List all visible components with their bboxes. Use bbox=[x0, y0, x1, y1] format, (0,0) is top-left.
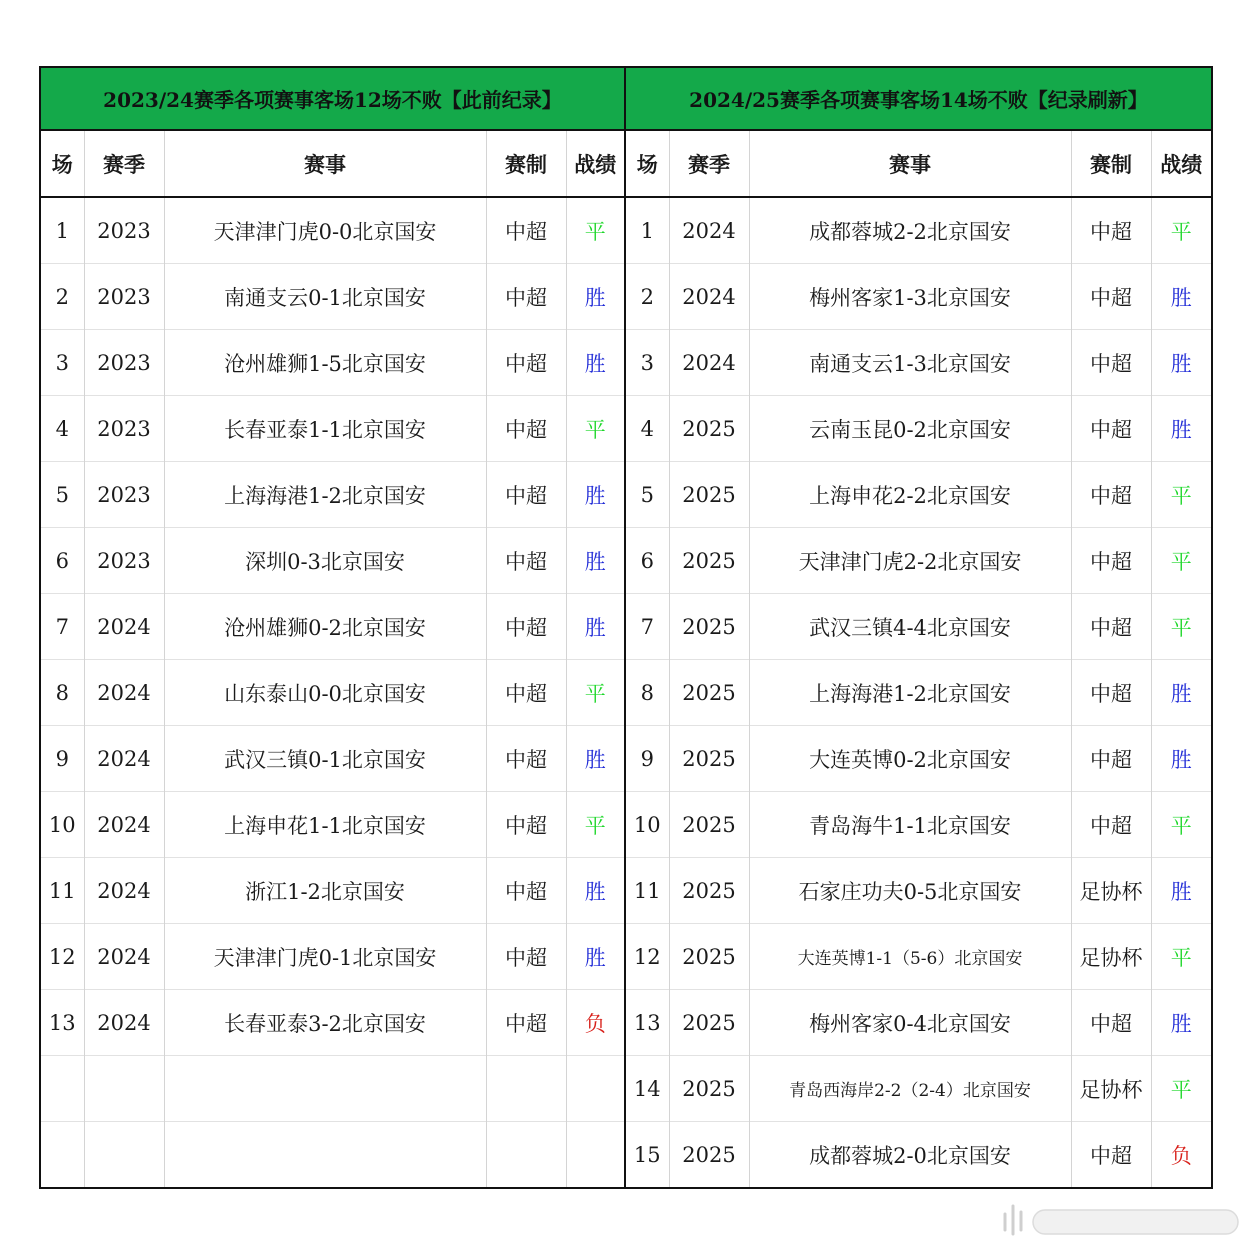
row-number: 9 bbox=[626, 726, 669, 792]
row-match: 上海海港1-2北京国安 bbox=[164, 462, 486, 528]
row-competition: 中超 bbox=[486, 396, 566, 462]
row-result: 胜 bbox=[1151, 264, 1211, 330]
table-row bbox=[626, 1122, 1211, 1188]
row-season: 2025 bbox=[669, 990, 749, 1056]
row-number bbox=[41, 1122, 84, 1188]
new-record-title: 2024/25赛季各项赛事客场14场不败【纪录刷新】 bbox=[626, 68, 1211, 131]
row-number: 7 bbox=[41, 594, 84, 660]
row-match: 武汉三镇0-1北京国安 bbox=[164, 726, 486, 792]
row-competition: 中超 bbox=[1071, 726, 1151, 792]
row-number: 5 bbox=[626, 462, 669, 528]
row-competition: 中超 bbox=[1071, 396, 1151, 462]
previous-record-title: 2023/24赛季各项赛事客场12场不败【此前纪录】 bbox=[41, 68, 624, 131]
row-season: 2025 bbox=[669, 792, 749, 858]
row-match: 南通支云0-1北京国安 bbox=[164, 264, 486, 330]
row-number: 3 bbox=[41, 330, 84, 396]
row-competition: 中超 bbox=[486, 197, 566, 264]
row-number: 9 bbox=[41, 726, 84, 792]
row-number bbox=[41, 1056, 84, 1122]
row-result: 胜 bbox=[566, 858, 624, 924]
row-result: 平 bbox=[566, 660, 624, 726]
row-result: 胜 bbox=[1151, 990, 1211, 1056]
row-number: 13 bbox=[41, 990, 84, 1056]
row-match: 天津津门虎2-2北京国安 bbox=[749, 528, 1071, 594]
row-number: 12 bbox=[626, 924, 669, 990]
row-match: 青岛西海岸2-2（2-4）北京国安 bbox=[749, 1056, 1071, 1122]
row-number: 15 bbox=[626, 1122, 669, 1188]
row-match bbox=[164, 1122, 486, 1188]
previous-record-panel bbox=[41, 68, 626, 1187]
row-result: 胜 bbox=[566, 726, 624, 792]
table-row bbox=[626, 858, 1211, 924]
row-competition: 中超 bbox=[1071, 197, 1151, 264]
header-competition: 赛制 bbox=[1071, 131, 1151, 197]
row-season: 2024 bbox=[84, 924, 164, 990]
row-match: 长春亚泰1-1北京国安 bbox=[164, 396, 486, 462]
row-season: 2025 bbox=[669, 924, 749, 990]
new-record-panel bbox=[626, 68, 1211, 1187]
row-number: 3 bbox=[626, 330, 669, 396]
row-result: 负 bbox=[1151, 1122, 1211, 1188]
row-season bbox=[84, 1122, 164, 1188]
row-competition: 足协杯 bbox=[1071, 1056, 1151, 1122]
row-season: 2023 bbox=[84, 396, 164, 462]
row-result: 平 bbox=[1151, 792, 1211, 858]
row-result: 平 bbox=[1151, 594, 1211, 660]
row-number: 4 bbox=[626, 396, 669, 462]
row-result: 平 bbox=[1151, 1056, 1211, 1122]
table-row bbox=[41, 197, 624, 264]
row-season: 2024 bbox=[84, 726, 164, 792]
row-match: 深圳0-3北京国安 bbox=[164, 528, 486, 594]
row-number: 12 bbox=[41, 924, 84, 990]
table-row bbox=[41, 1122, 624, 1188]
row-number: 2 bbox=[626, 264, 669, 330]
row-season: 2025 bbox=[669, 462, 749, 528]
table-row bbox=[41, 990, 624, 1056]
new-record-rows bbox=[626, 197, 1211, 1187]
record-table bbox=[39, 66, 1213, 1189]
row-result: 胜 bbox=[1151, 858, 1211, 924]
row-number: 13 bbox=[626, 990, 669, 1056]
row-season: 2024 bbox=[669, 197, 749, 264]
row-result: 胜 bbox=[566, 462, 624, 528]
row-competition bbox=[486, 1056, 566, 1122]
row-competition: 中超 bbox=[486, 660, 566, 726]
row-number: 6 bbox=[626, 528, 669, 594]
table-header-row bbox=[626, 131, 1211, 197]
header-number: 场 bbox=[626, 131, 669, 197]
row-match: 石家庄功夫0-5北京国安 bbox=[749, 858, 1071, 924]
header-result: 战绩 bbox=[566, 131, 624, 197]
row-match bbox=[164, 1056, 486, 1122]
table-row bbox=[626, 924, 1211, 990]
row-season: 2024 bbox=[669, 330, 749, 396]
table-row bbox=[626, 1056, 1211, 1122]
row-number: 6 bbox=[41, 528, 84, 594]
table-row bbox=[41, 594, 624, 660]
table-row bbox=[626, 330, 1211, 396]
row-season: 2023 bbox=[84, 197, 164, 264]
row-result: 平 bbox=[1151, 528, 1211, 594]
table-row bbox=[41, 924, 624, 990]
row-season: 2024 bbox=[669, 264, 749, 330]
row-competition: 中超 bbox=[486, 264, 566, 330]
header-competition: 赛制 bbox=[486, 131, 566, 197]
row-number: 1 bbox=[640, 218, 654, 243]
table-row bbox=[626, 264, 1211, 330]
header-match: 赛事 bbox=[749, 131, 1071, 197]
table-row bbox=[626, 462, 1211, 528]
row-competition: 中超 bbox=[486, 726, 566, 792]
row-competition: 中超 bbox=[1071, 264, 1151, 330]
table-row bbox=[41, 792, 624, 858]
row-season: 2025 bbox=[669, 594, 749, 660]
row-result: 平 bbox=[1151, 924, 1211, 990]
row-match: 天津津门虎0-0北京国安 bbox=[164, 197, 486, 264]
row-match: 长春亚泰3-2北京国安 bbox=[164, 990, 486, 1056]
row-number: 8 bbox=[626, 660, 669, 726]
row-result: 胜 bbox=[1151, 330, 1211, 396]
row-match: 梅州客家0-4北京国安 bbox=[749, 990, 1071, 1056]
row-result bbox=[566, 1056, 624, 1122]
row-competition: 中超 bbox=[486, 858, 566, 924]
row-season: 2024 bbox=[84, 594, 164, 660]
row-season: 2025 bbox=[669, 1056, 749, 1122]
row-number: 10 bbox=[626, 792, 669, 858]
row-result: 胜 bbox=[566, 924, 624, 990]
table-row bbox=[41, 1056, 624, 1122]
row-match: 成都蓉城2-0北京国安 bbox=[749, 1122, 1071, 1188]
table-row bbox=[626, 594, 1211, 660]
row-number: 14 bbox=[626, 1056, 669, 1122]
row-match: 成都蓉城2-2北京国安 bbox=[749, 197, 1071, 264]
row-season: 2024 bbox=[84, 660, 164, 726]
row-competition: 中超 bbox=[486, 594, 566, 660]
row-number: 8 bbox=[41, 660, 84, 726]
row-season: 2023 bbox=[84, 330, 164, 396]
row-season: 2024 bbox=[84, 990, 164, 1056]
table-row bbox=[41, 264, 624, 330]
row-number: 1 bbox=[55, 218, 69, 243]
row-competition: 足协杯 bbox=[1071, 924, 1151, 990]
row-season: 2025 bbox=[669, 660, 749, 726]
row-match: 天津津门虎0-1北京国安 bbox=[164, 924, 486, 990]
row-match: 沧州雄狮0-2北京国安 bbox=[164, 594, 486, 660]
row-competition: 中超 bbox=[1071, 330, 1151, 396]
row-match: 云南玉昆0-2北京国安 bbox=[749, 396, 1071, 462]
table-row bbox=[626, 726, 1211, 792]
row-competition: 中超 bbox=[1071, 792, 1151, 858]
table-row bbox=[41, 858, 624, 924]
table-row bbox=[626, 792, 1211, 858]
row-season bbox=[84, 1056, 164, 1122]
row-competition: 中超 bbox=[486, 792, 566, 858]
row-season: 2024 bbox=[84, 792, 164, 858]
watermark-logo bbox=[997, 1200, 1242, 1242]
row-result: 平 bbox=[566, 197, 624, 264]
row-match: 青岛海牛1-1北京国安 bbox=[749, 792, 1071, 858]
row-result: 胜 bbox=[1151, 660, 1211, 726]
row-season: 2025 bbox=[669, 1122, 749, 1188]
row-season: 2025 bbox=[669, 726, 749, 792]
table-row bbox=[626, 528, 1211, 594]
row-competition bbox=[486, 1122, 566, 1188]
header-match: 赛事 bbox=[164, 131, 486, 197]
header-season: 赛季 bbox=[669, 131, 749, 197]
row-result: 平 bbox=[566, 792, 624, 858]
row-match: 大连英博0-2北京国安 bbox=[749, 726, 1071, 792]
table-row bbox=[626, 396, 1211, 462]
row-result: 负 bbox=[566, 990, 624, 1056]
header-number: 场 bbox=[41, 131, 84, 197]
row-competition: 中超 bbox=[1071, 1122, 1151, 1188]
row-season: 2023 bbox=[84, 264, 164, 330]
row-result: 胜 bbox=[566, 594, 624, 660]
row-season: 2023 bbox=[84, 528, 164, 594]
row-number: 11 bbox=[626, 858, 669, 924]
row-number: 11 bbox=[41, 858, 84, 924]
row-number: 4 bbox=[41, 396, 84, 462]
row-competition: 中超 bbox=[1071, 594, 1151, 660]
row-match: 武汉三镇4-4北京国安 bbox=[749, 594, 1071, 660]
header-result: 战绩 bbox=[1151, 131, 1211, 197]
row-result: 胜 bbox=[566, 528, 624, 594]
row-competition: 中超 bbox=[486, 924, 566, 990]
row-season: 2025 bbox=[669, 528, 749, 594]
table-row bbox=[41, 528, 624, 594]
row-competition: 中超 bbox=[486, 528, 566, 594]
row-match: 沧州雄狮1-5北京国安 bbox=[164, 330, 486, 396]
row-competition: 中超 bbox=[1071, 462, 1151, 528]
row-competition: 中超 bbox=[486, 990, 566, 1056]
row-competition: 中超 bbox=[1071, 528, 1151, 594]
table-row bbox=[41, 660, 624, 726]
row-match: 上海申花1-1北京国安 bbox=[164, 792, 486, 858]
new-record-table bbox=[626, 131, 1211, 1187]
row-result: 胜 bbox=[566, 264, 624, 330]
header-season: 赛季 bbox=[84, 131, 164, 197]
previous-record-table bbox=[41, 131, 624, 1187]
row-competition: 中超 bbox=[1071, 990, 1151, 1056]
row-result: 胜 bbox=[566, 330, 624, 396]
row-result: 平 bbox=[1151, 197, 1211, 264]
table-row bbox=[41, 396, 624, 462]
row-match: 浙江1-2北京国安 bbox=[164, 858, 486, 924]
row-season: 2025 bbox=[669, 858, 749, 924]
row-match: 梅州客家1-3北京国安 bbox=[749, 264, 1071, 330]
row-competition: 中超 bbox=[1071, 660, 1151, 726]
row-season: 2025 bbox=[669, 396, 749, 462]
previous-record-rows bbox=[41, 197, 624, 1187]
row-match: 大连英博1-1（5-6）北京国安 bbox=[749, 924, 1071, 990]
row-result: 平 bbox=[566, 396, 624, 462]
row-match: 上海申花2-2北京国安 bbox=[749, 462, 1071, 528]
row-competition: 中超 bbox=[486, 330, 566, 396]
table-row bbox=[41, 330, 624, 396]
row-season: 2024 bbox=[84, 858, 164, 924]
row-result: 胜 bbox=[1151, 396, 1211, 462]
row-result: 胜 bbox=[1151, 726, 1211, 792]
row-result: 平 bbox=[1151, 462, 1211, 528]
table-row bbox=[626, 197, 1211, 264]
table-row bbox=[626, 990, 1211, 1056]
row-match: 山东泰山0-0北京国安 bbox=[164, 660, 486, 726]
row-competition: 足协杯 bbox=[1071, 858, 1151, 924]
row-number: 10 bbox=[41, 792, 84, 858]
row-match: 南通支云1-3北京国安 bbox=[749, 330, 1071, 396]
row-match: 上海海港1-2北京国安 bbox=[749, 660, 1071, 726]
row-result bbox=[566, 1122, 624, 1188]
row-number: 2 bbox=[41, 264, 84, 330]
table-row bbox=[626, 660, 1211, 726]
table-row bbox=[41, 462, 624, 528]
row-number: 5 bbox=[41, 462, 84, 528]
table-row bbox=[41, 726, 624, 792]
table-header-row bbox=[41, 131, 624, 197]
row-season: 2023 bbox=[84, 462, 164, 528]
row-competition: 中超 bbox=[486, 462, 566, 528]
row-number: 7 bbox=[626, 594, 669, 660]
